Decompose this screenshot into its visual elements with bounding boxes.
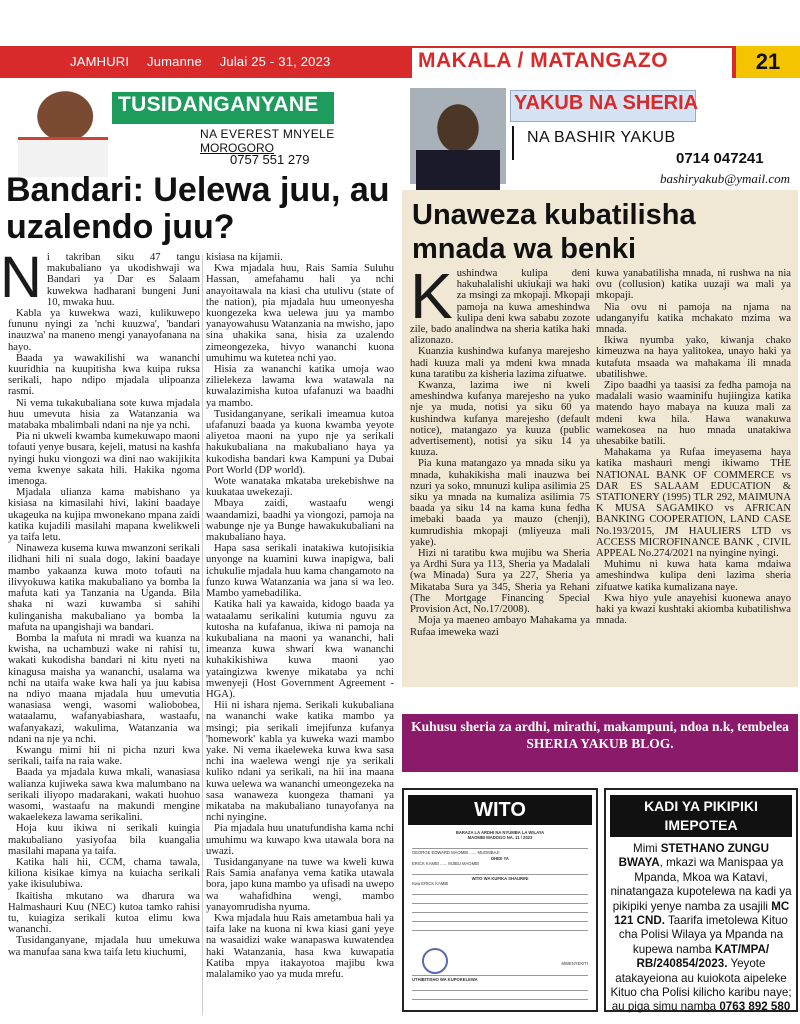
- paragraph: Katika hali ya kawaida, kidogo baada ya wataalamu serikalini kutumia nguvu za kutosha na kufafanua, ikiwa ni pamoja na kukubaliana na maoni ya wananchi, hali imeanza kuwa shwari kwa wananchi kuhakikishiwa kuwa maoni yao yataingizwa kwenye mikataba ya nchi mwenyeji (Host Government Agreement - HGA).: [206, 599, 394, 700]
- doc-line: [412, 841, 588, 849]
- paragraph: Kwa mjadala huu Rais ametambua hali ya taifa lake na kuona ni kwa kiasi gani yeye na wasaidizi wake wanapaswa kuwatendea haki Watanzania, hasa kwa kuwapatia Katiba mpya itakayotoa majibu kwa malalamiko yao ya muda mrefu.: [206, 912, 394, 980]
- publication-day: Jumanne: [147, 54, 202, 69]
- publication-name: JAMHURI: [70, 54, 130, 69]
- kadi-owner-name: STETHANO ZUNGU BWAYA: [618, 842, 769, 870]
- byline-email-right: bashiryakub@ymail.com: [660, 171, 791, 186]
- kadi-text-3: Yeyote atakayeiona au kuiokota aipeleke Kituo cha Polisi kilicho karibu naye; au piga simu namba: [610, 957, 792, 1014]
- page-number: 21: [736, 46, 800, 78]
- lost-card-body: [610, 842, 792, 1015]
- paragraph: Pia mjadala huu unatufundisha kama nchi umuhimu wa kuwapo kwa utawala bora na uwazi.: [206, 823, 394, 857]
- doc-signer: MWENYEKITI: [561, 961, 588, 967]
- doc-title: BARAZA LA ARDHI NA NYUMBA LA WILAYA: [455, 830, 545, 835]
- column-name-right: YAKUB NA SHERIA: [514, 92, 699, 114]
- paragraph: Hisia za wananchi katika umoja wao zilielekeza lawama kwa watawala na kuwalazimisha kutoa ufafanuzi wa baadhi ya mambo.: [206, 364, 394, 409]
- blog-promo-text: [406, 718, 794, 752]
- lead-paragraph: i takriban siku 47 tangu makubaliano ya ukodishwaji wa Bandari ya Dar es Salaam kuwekwa hadharani bungeni Juni 10, mwaka huu.: [46, 252, 200, 308]
- column-name: TUSIDANGANYANE: [118, 93, 319, 116]
- paragraph: Tusidanganyane, serikali imeamua kutoa ufafanuzi baada ya kuona kwamba yeyote aliyetoa maoni na yupo nje ya serikali hakukubaliana na makubaliano haya ya kukodisha bandari kwa Kampuni ya Dubai Port World (DP world).: [206, 408, 394, 476]
- paragraph: Kwangu mimi hii ni picha nzuri kwa serikali, taifa na raia wake.: [8, 744, 200, 768]
- paragraph: Hizi ni taratibu kwa mujibu wa Sheria ya Ardhi Sura ya 113, Sheria ya Madalali (wa Minada) Sura ya 227, Sheria ya Mikataba Sura ya 345, Sheria ya Rehani (The Mortgage Financing Special Provision Act, No.17/2008).: [410, 548, 590, 616]
- publication-date: Julai 25 - 31, 2023: [219, 54, 331, 69]
- byline-right: NA BASHIR YAKUB: [527, 129, 676, 146]
- doc-case-number: MAOMBI MADOGO NA. 11 / 2023: [467, 835, 533, 841]
- kadi-plate-number: MC 121 CND.: [614, 899, 790, 928]
- summons-document: [412, 830, 588, 1006]
- headline: Bandari: Uelewa juu, au uzalendo juu?: [6, 171, 390, 246]
- doc-section: WITO WA KUFIKA SHAURINI: [471, 876, 529, 882]
- blog-name: SHERIA YAKUB BLOG.: [526, 736, 674, 751]
- doc-line: [412, 867, 588, 875]
- promo-line: Kuhusu sheria za ardhi, mirathi, makampuni, ndoa n.k, tembelea: [411, 719, 789, 734]
- paragraph: kuwa yanabatilisha mnada, ni rushwa na nia ovu (collusion) katika uuzaji wa mali ya mkopaji.: [596, 268, 791, 302]
- doc-party-1: GEORGE EDWARD MAOMBI ...... MUOMBAJI: [412, 850, 500, 856]
- kadi-phone: 0763 892 580: [719, 1000, 791, 1014]
- paragraph: Moja ya maeneo ambayo Mahakama ya Rufaa imeweka wazi: [410, 615, 590, 638]
- paragraph: Ikiwa nyumba yako, kiwanja chako kimeuzwa na haya yalitokea, unayo haki ya kutafuta msaada wa mahakama ili mnada ubatilishwe.: [596, 335, 791, 380]
- columnist-photo: [8, 82, 112, 168]
- article-column-2: [206, 252, 394, 1016]
- paragraph: Ninaweza kusema kuwa mwanzoni serikali ilidhani hili ni suala dogo, lakini baadaye mambo yakaanza kuwa moto tofauti na ilivyokuwa katika makubaliano ya bomba la mafuta kati ya Tanzania na Uganda. Bila shaka ni wazi kuwamba si sahihi kulinganisha makubaliano ya bomba la mafuta na upangishaji wa bandari.: [8, 543, 200, 633]
- lead-paragraph: ushindwa kulipa deni hakuhalalishi ukiukaji wa haki za msingi za mkopaji.: [456, 268, 590, 302]
- article-column-4: [596, 268, 791, 678]
- header-top-margin: [0, 0, 800, 46]
- kadi-text-1: , mkazi wa Manispaa ya Mpanda, Mkoa wa Katavi, ninatangaza kupotelewa na kadi ya pikipiki yenye namba za usajili: [610, 856, 792, 913]
- paragraph: Muhimu ni kuwa hata kama mdaiwa ameshindwa kulipa deni lazima sheria zifuatwe katika kumalizana naye.: [596, 559, 791, 593]
- paragraph: Kwa mjadala huu, Rais Samia Suluhu Hassan, amefahamu hali ya nchi anayoitawala na kiasi cha utulivu (state of the nation), pia mjadala huu umeonyesha kuongezeka kwa uelewa juu ya mambo yanayowahusu Watanzania na mwisho, japo sina uhakika sana, hisia za uzalendo zimeongezeka, hivyo wananchi kuona umuhimu wa kutetea nchi yao.: [206, 263, 394, 364]
- byline-phone-right: 0714 047241: [676, 150, 764, 167]
- paragraph: Zipo baadhi ya taasisi za fedha pamoja na madalali wasio waaminifu hujiingiza katika matendo hayo mabaya na kuuza mali za mdeni kwa hila. Hawa wanakuwa wamekosea na huo mnada unatakiwa uhesabike batili.: [596, 380, 791, 448]
- paragraph: Kuanzia kushindwa kufanya marejesho hadi kuuza mali ya mdeni kwa mnada kuna taratibu za kisheria lazima zifuatwe.: [410, 346, 590, 380]
- paragraph: Mbaya zaidi, wastaafu wengi waandamizi, baadhi ya viongozi, pamoja na wabunge nje ya Bunge hawakukubaliani na makubaliano haya.: [206, 498, 394, 544]
- article-column-3: [410, 260, 590, 666]
- paragraph: Hoja kuu ikiwa ni serikali kuingia makubaliano yasiyofaa bila kuangalia masilahi mapana ya taifa.: [8, 823, 200, 857]
- paragraph: Tusidanganyane, mjadala huu umekuwa wa manufaa sana kwa taifa letu kiuchumi,: [8, 935, 200, 958]
- paragraph: Kabla ya kuwekwa wazi, kulikuwepo fununu nyingi za 'nchi kuuzwa', 'bandari inauzwa' na maneno mengi yanayofanana na hayo.: [8, 308, 200, 353]
- publication-info: [70, 54, 344, 69]
- kadi-intro: Mimi: [633, 842, 658, 855]
- paragraph: Bomba la mafuta ni mradi wa kuanza na kwisha, na uchambuzi wake ni rahisi tu, wakati kukodisha bandari ni kitu nyeti na kinagusa maisha ya wananchi, usalama wa nchi na utaifa wake kwa hali ya juu kabisa na ndiyo maana mjadala huu umevutia wanasiasa wengi, wasomi waliobobea, wataalamu, wafanyabiashara, wastaafu, wafanyakazi, wakulima, Watanzania wa ndani na nje ya nchi.: [8, 632, 200, 745]
- kadi-text-2: Taarifa imetolewa Kituo cha Polisi Wilaya ya Mpanda na kupewa namba: [618, 914, 788, 956]
- doc-line: [412, 905, 588, 913]
- doc-line: [412, 923, 588, 931]
- paragraph: Nia ovu ni pamoja na njama na udanganyifu katika mchakato mzima wa mnada.: [596, 301, 791, 336]
- byline: NA EVEREST MNYELE: [200, 127, 335, 141]
- byline-phone: 0757 551 279: [230, 152, 310, 167]
- byline-location: MOROGORO: [200, 141, 274, 155]
- paragraph: Ikaitisha mkutano wa dharura wa Halmashauri Kuu (NEC) kutoa tamko rahisi tu, kuiagiza serikali kutoa elimu kwa wananchi.: [8, 890, 200, 936]
- lost-card-heading: KADI YA PIKIPIKI IMEPOTEA: [610, 795, 792, 837]
- paragraph: Katika hali hii, CCM, chama tawala, kiliona kisikae kimya na kuiacha serikali yake ikisulubiwa.: [8, 856, 200, 891]
- paragraph: Pia kuna matangazo ya mnada siku ya mnada, kuhakikisha mali inauzwa bei nzuri ya soko, mnunuzi kulipa asilimia 25 siku ya mnada na kumaliza asilimia 75 baada ya siku 14 na kama kuna fedha imebaki baada ya mauzo (chenji), kumrudishia mkopaji (mliyeuza mali yake).: [410, 458, 590, 548]
- paragraph: Kwa hiyo yule anayehisi kuonewa anayo haki ya kwazi kushtaki akiomba kubatilishwa mnada.: [596, 592, 791, 627]
- headline-right: Unaweza kubatilisha mnada wa benki: [412, 199, 696, 265]
- paragraph: Pia ni ukweli kwamba kumekuwapo maoni tofauti yenye busara, kejeli, matusi na kashfa nyingi huku viongozi wa dini nao wakijikita vema kwenye sakata hili. Hakika ngoma imenoga.: [8, 431, 200, 488]
- lead-paragraph-cont: Mkopaji pamoja na kuwa ameshindwa kulipa deni kwa sababu zozote zile, bado analindwa na sheria katika haki alizonazo.: [410, 290, 590, 347]
- doc-line: [412, 914, 588, 922]
- doc-party-2: ERICK KAMBI ...... MJIBU MAOMBI: [412, 860, 480, 866]
- column-divider: [202, 255, 203, 1015]
- paragraph: Wote wanataka mkataba urekebishwe na kuukataa uwekezaji.: [206, 476, 394, 499]
- wito-heading: WITO: [408, 795, 592, 825]
- doc-line: [412, 983, 588, 991]
- columnist-photo-right: [410, 88, 506, 184]
- paragraph: Baada ya mjadala kuwa mkali, wanasiasa walianza kujiweka sawa kwa malumbano na serikali iliyopo madarakani, wakati huohuo wasomi, wastaafu na makundi mengine wakaelekeza lawama serikalini.: [8, 767, 200, 824]
- paragraph: Hapa sasa serikali inatakiwa kutojisikia unyonge na kuamini kuwa inapigwa, bali ichukulie mjadala huu kama changamoto na funzo kuwa Watanzania wa jana si wa leo. Mambo yamebadilika.: [206, 543, 394, 600]
- article-column-1: [0, 245, 200, 1016]
- paragraph: Mjadala ulianza kama mabishano ya kisiasa na kimasilahi hivi, lakini baadaye ukageuka na kujipa mwonekano mpana zaidi katika kujadili masilahi mapana kwelikweli ya taifa letu.: [8, 487, 200, 544]
- official-stamp-icon: [422, 948, 448, 974]
- paragraph: Mahakama ya Rufaa imeyasema haya katika mashauri mengi ikiwamo THE NATIONAL BANK OF COMMERCE vs DAR ES SALAAM EDUCATION & STATIONERY (1995) TLR 292, MAIMUNA K MUSA SAGAMIKO vs AFRICAN BANKING COOPERATION, LAND CASE No.193/2015, JM HAULIERS LTD vs ACCESS MICROFINANCE BANK , CIVIL APPEAL No.274/2021 na nyingine nyingi.: [596, 447, 791, 560]
- drop-cap-right: K: [410, 260, 453, 332]
- paragraph: kisiasa na kijamii.: [206, 252, 283, 263]
- doc-receipt: UTHIBITISHO WA KUPOKELEWA: [412, 976, 478, 982]
- page-bottom-margin: [0, 1016, 800, 1024]
- doc-line: [412, 887, 588, 895]
- paragraph: Baada ya wawakilishi wa wananchi kuuridhia na kuupitisha kwa kuipa ruksa serikali, hapo ndipo mjadala ulipoanza rasmi.: [8, 352, 200, 398]
- doc-line: [412, 992, 588, 1000]
- doc-line: [412, 896, 588, 904]
- kadi-rb-number: KAT/MPA/ RB/240854/2023.: [636, 942, 770, 971]
- paragraph: Kwanza, lazima iwe ni kweli ameshindwa kufanya marejesho na yuko nje ya muda, notisi ya siku 60 ya kushindwa kufanya marejesho (default notice), matangazo ya kuuza (public advertisement), notisi ya siku 14 ya kuuza.: [410, 380, 590, 459]
- doc-recipient: Kwa ERICK KAMBI: [412, 881, 449, 887]
- paragraph: Ni vema tukakubaliana sote kuwa mjadala huu umevuta hisia za Watanzania wa matabaka mbalimbali ndani na nje ya nchi.: [8, 397, 200, 432]
- paragraph: Hii ni ishara njema. Serikali kukubaliana na wananchi wake katika mambo ya msingi; pia serikali imejifunza kufanya 'homework' kabla ya kuweka wazi mambo yake. Ni vema ikaeleweka kuwa kwa sasa nchi ina waelewa wengi nje ya serikali kuliko ndani ya serikali, na hii ina maana kuwa uelewa wa wananchi umeongezeka na sasa wanaweza kuongeza thamani ya mikataba na makubaliano tunayofanya na nchi nyingine.: [206, 700, 394, 824]
- drop-cap: N: [0, 245, 42, 310]
- section-title: MAKALA / MATANGAZO: [418, 49, 669, 72]
- paragraph: Tusidanganyane na tuwe wa kweli kuwa Rais Samia anafanya vema katika utawala bora, japo kuna mambo ya ufisadi na uwepo wa wahafidhina wengi, mambo yanayomrudisha nyuma.: [206, 856, 394, 913]
- byline-rule: [512, 126, 514, 160]
- doc-versus: DHIDI YA: [491, 855, 509, 861]
